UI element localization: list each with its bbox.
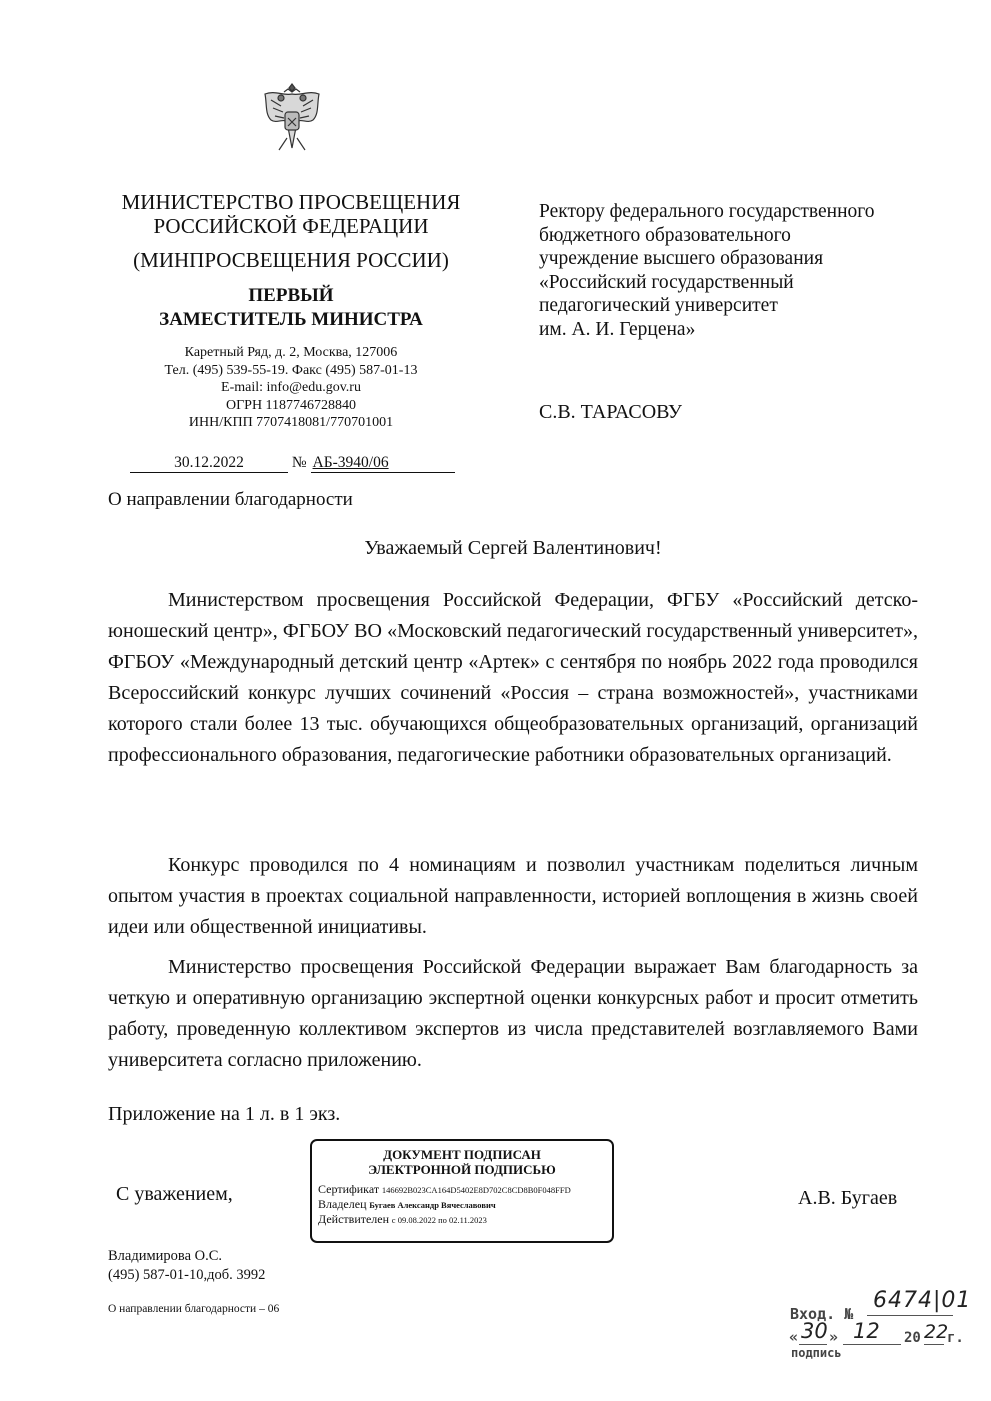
addressee-line3: учреждение высшего образования <box>539 248 824 269</box>
month-underline <box>843 1344 901 1345</box>
stamp-title-line1: ДОКУМЕНТ ПОДПИСАН <box>383 1147 541 1162</box>
inn-kpp: ИНН/КПП 7707418081/770701001 <box>188 415 394 430</box>
ministry-short-name: (МИНПРОСВЕЩЕНИЯ РОССИИ) <box>133 248 449 272</box>
incoming-year-suffix: 22 <box>924 1321 949 1343</box>
stamp-certificate-row <box>318 1183 606 1197</box>
signature-label: подпись <box>791 1346 842 1360</box>
addressee-line2: бюджетного образовательного <box>539 224 791 246</box>
letter-date: 30.12.2022 <box>130 454 288 473</box>
validity-label: Действителен <box>318 1212 390 1226</box>
stamp-title-line2: ЭЛЕКТРОННОЙ ПОДПИСЬЮ <box>368 1162 556 1177</box>
executor-phone: (495) 587-01-10,доб. 3992 <box>108 1267 266 1283</box>
close-quote: » <box>829 1328 839 1346</box>
attachment-note: Приложение на 1 л. в 1 экз. <box>108 1103 341 1125</box>
greeting: Уважаемый Сергей Валентинович! <box>364 537 662 559</box>
registration-line <box>130 454 460 473</box>
ministry-line2: РОССИЙСКОЙ ФЕДЕРАЦИИ <box>153 214 429 238</box>
incoming-number-underline <box>867 1315 953 1316</box>
number-prefix: № <box>291 454 307 471</box>
certificate-value: 146692B023CA164D5402E8D702C8CD8B0F048FFD <box>381 1185 571 1195</box>
stamp-owner-row <box>318 1198 606 1212</box>
addressee-name: С.В. ТАРАСОВУ <box>539 401 683 423</box>
signer-name: А.В. Бугаев <box>798 1187 898 1209</box>
addressee-line5: педагогический университет <box>539 295 778 316</box>
certificate-label: Сертификат <box>318 1182 380 1196</box>
owner-value: Бугаев Александр Вячеславович <box>369 1200 496 1210</box>
coat-of-arms-emblem <box>257 78 327 160</box>
letter-number-value: АБ-3940/06 <box>312 454 389 471</box>
executor-info <box>108 1247 265 1285</box>
electronic-signature-stamp <box>310 1139 614 1243</box>
signer-position <box>108 284 474 332</box>
addressee-line1: Ректору федерального государственного <box>539 201 875 222</box>
closing-regards: С уважением, <box>116 1183 233 1205</box>
phone-fax: Тел. (495) 539-55-19. Факс (495) 587-01-13 <box>164 362 418 378</box>
ministry-line1: МИНИСТЕРСТВО ПРОСВЕЩЕНИЯ <box>121 190 461 214</box>
email: E-mail: info@edu.gov.ru <box>221 380 361 395</box>
address: Каретный Ряд, д. 2, Москва, 127006 <box>184 345 398 360</box>
ogrn: ОГРН 1187746728840 <box>225 397 357 413</box>
ministry-name <box>108 190 474 272</box>
year-unit: г. <box>947 1330 964 1346</box>
year-underline <box>924 1344 944 1345</box>
ministry-contacts <box>108 344 474 432</box>
incoming-month: 12 <box>853 1319 880 1343</box>
addressee-block <box>539 200 939 341</box>
body-paragraph-3: Министерство просвещения Российской Федерации выражает Вам благодарность за четкую и оперативную организацию экспертной оценки конкурсных работ и просит отметить работу, проведенную коллективом экспертов из числа представителей возглавляемого Вами университета согласно приложению. <box>108 956 918 1071</box>
year-prefix: 20 <box>904 1330 921 1346</box>
footer-note: О направлении благодарности – 06 <box>108 1303 280 1315</box>
body-paragraph-2: Конкурс проводился по 4 номинациям и позволил участникам поделиться личным опытом участия в проектах социальной направленности, историей воплощения в жизнь своей идеи или общественной инициативы. <box>108 854 918 938</box>
incoming-number: 6474|01 <box>873 1288 972 1313</box>
open-quote: « <box>789 1328 799 1346</box>
owner-label: Владелец <box>318 1197 367 1211</box>
executor-name: Владимирова О.С. <box>108 1248 223 1264</box>
addressee-line4: «Российский государственный <box>539 271 794 293</box>
stamp-validity-row <box>318 1213 606 1227</box>
incoming-registration-stamp <box>787 1288 977 1368</box>
incoming-day: 30 <box>801 1319 828 1343</box>
incoming-label: Вход. № <box>790 1305 854 1323</box>
position-line2: ЗАМЕСТИТЕЛЬ МИНИСТРА <box>159 309 423 330</box>
position-line1: ПЕРВЫЙ <box>248 285 334 306</box>
body-paragraph-1: Министерством просвещения Российской Федерации, ФГБУ «Российский детско-юношеский центр», ФГБОУ ВО «Московский педагогический государственный университет», ФГБОУ «Международный детский центр «Артек» с сентября по ноябрь 2022 года проводился Всероссийский конкурс лучших сочинений «Россия – страна возможностей», участниками которого стали более 13 тыс. обучающихся общеобразовательных организаций, организаций профессионального образования, педагогические работники образовательных организаций. <box>108 589 918 766</box>
addressee-line6: им. А. И. Герцена» <box>539 318 696 340</box>
day-underline <box>799 1344 827 1345</box>
letter-number <box>311 454 455 473</box>
letter-subject: О направлении благодарности <box>108 489 353 510</box>
validity-value: с 09.08.2022 по 02.11.2023 <box>391 1215 487 1225</box>
